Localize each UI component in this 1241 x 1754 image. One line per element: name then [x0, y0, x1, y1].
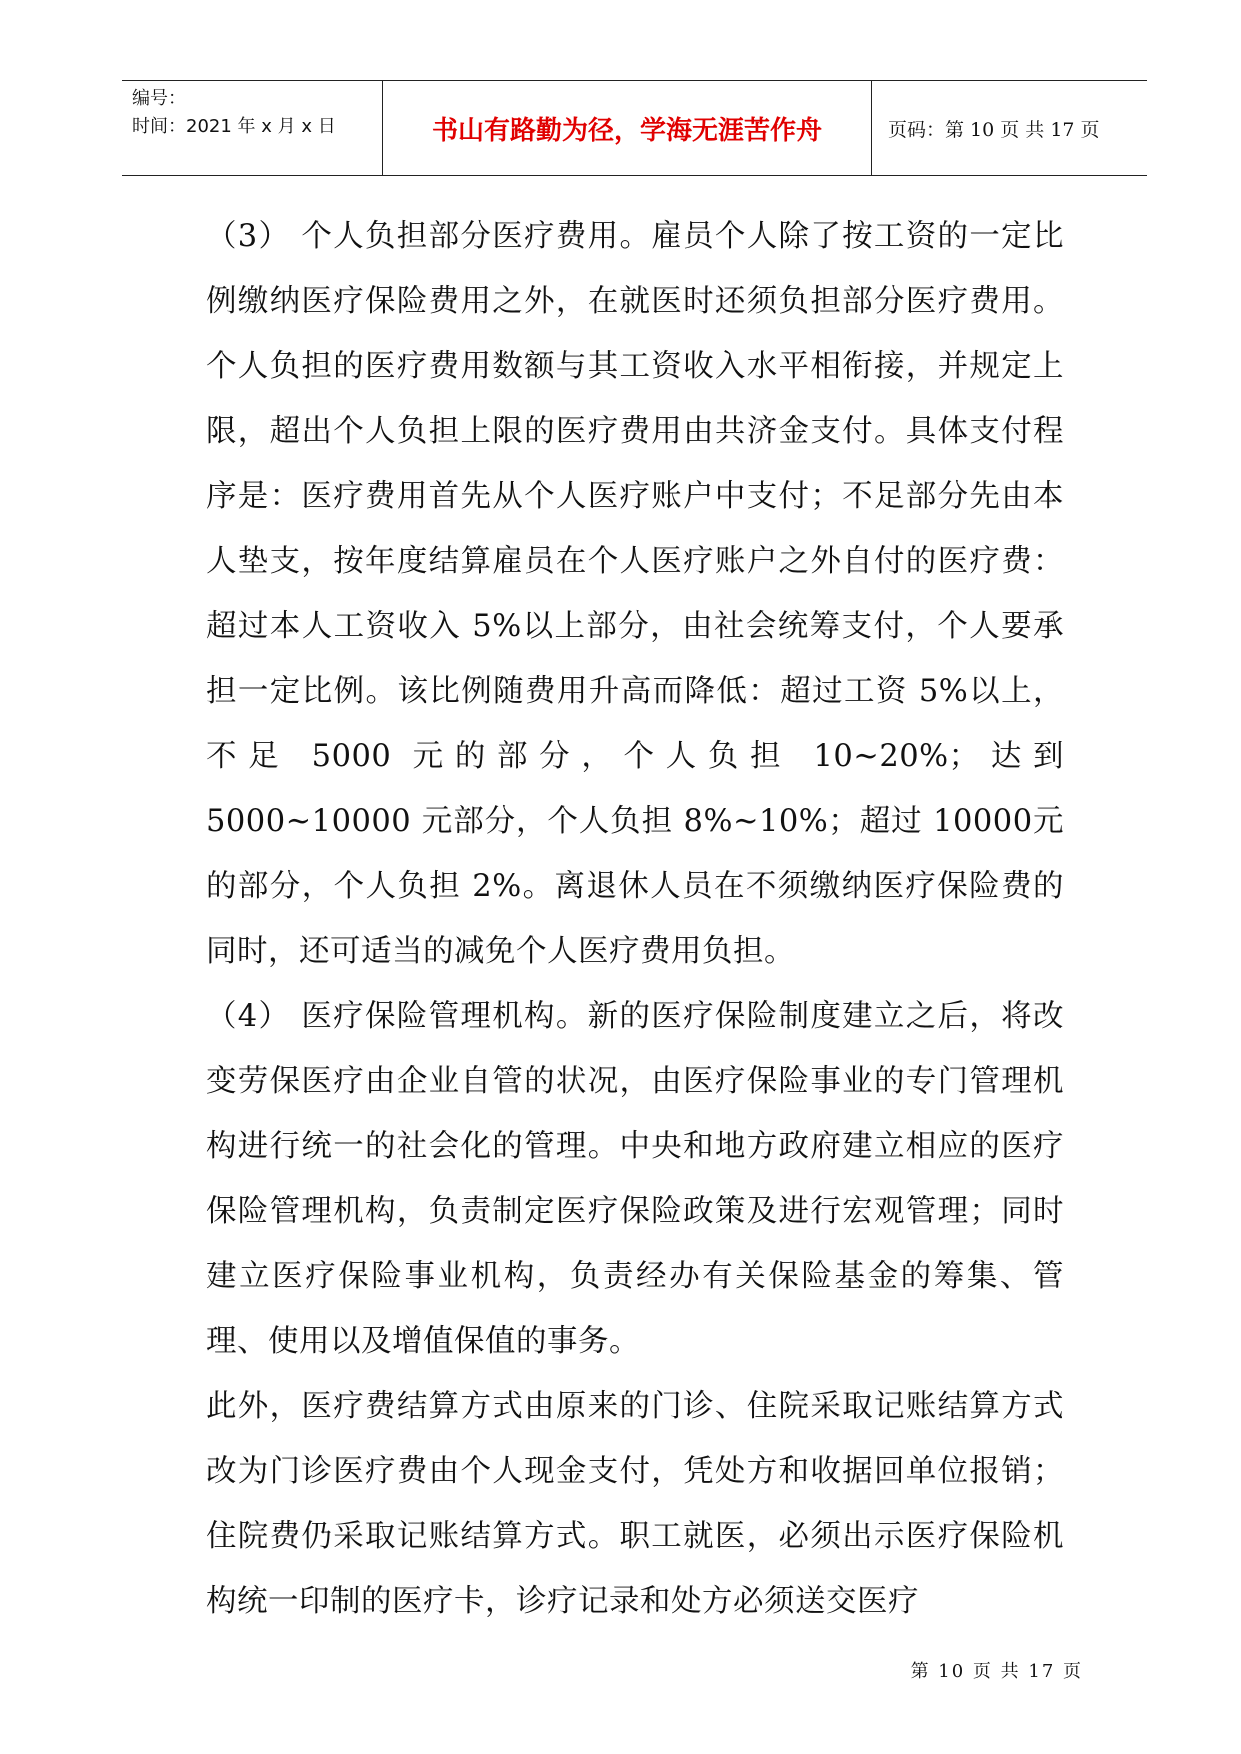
header-motto: 书山有路勤为径，学海无涯苦作舟	[382, 81, 872, 175]
document-body	[206, 204, 1064, 1634]
page-header	[122, 80, 1147, 176]
page-footer: 第 10 页 共 17 页	[910, 1661, 1083, 1682]
paragraph-settlement: 此外，医疗费结算方式由原来的门诊、住院采取记账结算方式改为门诊医疗费由个人现金支付，凭处方和收据回单位报销；住院费仍采取记账结算方式。职工就医，必须出示医疗保险机构统一印制的医疗卡，诊疗记录和处方必须送交医疗	[206, 1389, 1064, 1619]
header-page-info: 页码：第 10 页 共 17 页	[888, 118, 1100, 141]
document-date: 时间：2021 年 x 月 x 日	[132, 116, 336, 137]
paragraph-personal-cost: （3） 个人负担部分医疗费用。雇员个人除了按工资的一定比例缴纳医疗保险费用之外，在就医时还须负担部分医疗费用。个人负担的医疗费用数额与其工资收入水平相衔接，并规定上限，超出个人负担上限的医疗费用由共济金支付。具体支付程序是：医疗费用首先从个人医疗账户中支付；不足部分先由本人垫支，按年度结算雇员在个人医疗账户之外自付的医疗费：超过本人工资收入 5%以上部分，由社会统筹支付，个人要承担一定比例。该比例随费用升高而降低：超过工资 5%以上，不足 5000 元的部分，个人负担 10~20%；达到 5000~10000 元部分，个人负担 8%~10%；超过 10000元的部分，个人负担 2%。离退休人员在不须缴纳医疗保险费的同时，还可适当的减免个人医疗费用负担。	[206, 219, 1064, 969]
paragraph-management: （4） 医疗保险管理机构。新的医疗保险制度建立之后，将改变劳保医疗由企业自管的状况，由医疗保险事业的专门管理机构进行统一的社会化的管理。中央和地方政府建立相应的医疗保险管理机构，负责制定医疗保险政策及进行宏观管理；同时建立医疗保险事业机构，负责经办有关保险基金的筹集、管理、使用以及增值保值的事务。	[206, 999, 1064, 1359]
document-number-label: 编号：	[132, 88, 186, 109]
header-meta	[122, 81, 382, 175]
